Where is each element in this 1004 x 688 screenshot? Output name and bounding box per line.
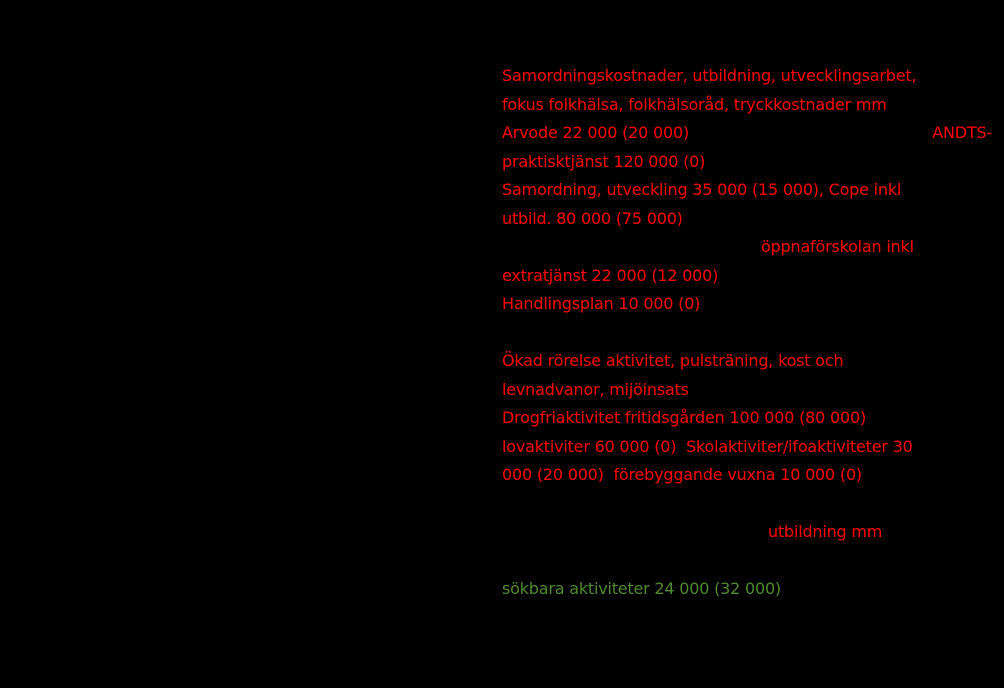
line-action-plan: Handlingsplan 10 000 (0) — [502, 294, 701, 313]
spacer — [502, 490, 992, 519]
line-public-health-focus: fokus folkhälsa, folkhälsoråd, tryckkostnader mm — [502, 94, 887, 114]
line-coordination-development: Samordning, utveckling 35 000 (15 000), Cope inkl — [502, 180, 902, 199]
budget-notes — [502, 62, 992, 604]
line-practice-position: praktisktjänst 120 000 (0) — [502, 151, 706, 171]
line-fee-row — [502, 119, 992, 148]
line-searchable-activities: sökbara aktiviteter 24 000 (32 000) — [502, 579, 781, 598]
line-increased-activity: Ökad rörelse aktivitet, pulsträning, kost och — [502, 351, 844, 370]
line-open-preschool: öppnaförskolan inkl — [761, 237, 914, 256]
line-extra-position: extratjänst 22 000 (12 000) — [502, 265, 719, 285]
line-drug-free-activity: Drogfriaktivitet fritidsgården 100 000 (80 000) — [502, 408, 866, 427]
line-holiday-activities: lovaktiviter 60 000 (0) Skolaktiviter/ifoaktiviteter 30 — [502, 436, 913, 456]
line-training-etc: utbildning mm — [768, 522, 883, 541]
line-prevention-adults: 000 (20 000) förebyggande vuxna 10 000 (0) — [502, 465, 862, 484]
spacer — [502, 319, 992, 348]
line-training: utbild. 80 000 (75 000) — [502, 208, 683, 228]
line-fee: Arvode 22 000 (20 000) — [502, 123, 690, 142]
line-andts: ANDTS- — [932, 123, 992, 142]
spacer — [502, 547, 992, 576]
line-lifestyle: levnadvanor, mijöinsats — [502, 379, 689, 399]
line-coordination-costs: Samordningskostnader, utbildning, utvecklingsarbet, — [502, 66, 917, 85]
